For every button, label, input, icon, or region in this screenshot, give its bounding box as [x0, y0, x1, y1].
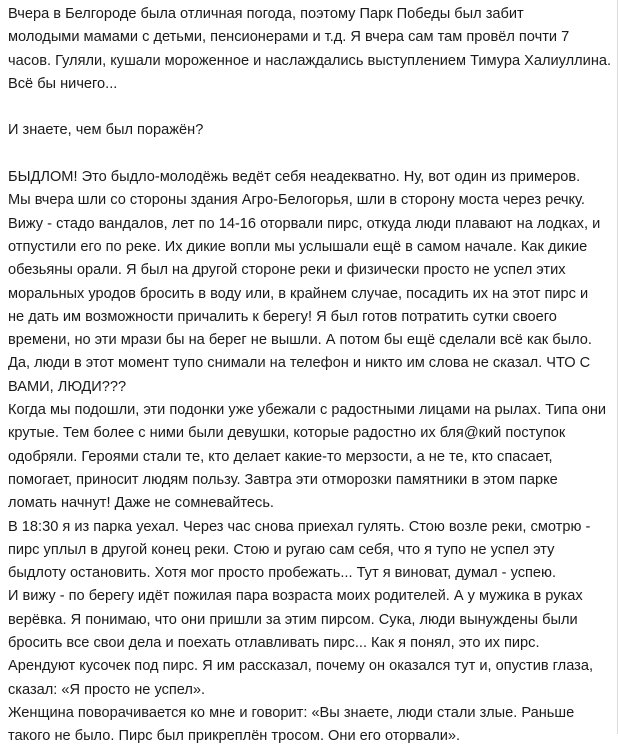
post-text-line: И знаете, чем был поражён?: [8, 122, 204, 139]
post-text-line: Вчера в Белгороде была отличная погода, поэтому Парк Победы был забит: [8, 6, 524, 22]
post-text-line: быдлоту остановить. Хотя мог просто пробежать... Тут я виноват, думал - успею.: [8, 565, 557, 582]
post-text-line: Мы вчера шли со стороны здания Агро-Белогорья, шли в сторону моста через речку.: [8, 192, 585, 209]
post-text-line: одобряли. Героями стали те, кто делает какие-то мерзости, а не те, кто спасает,: [8, 448, 553, 465]
post-text-line: И вижу - по берегу идёт пожилая пара возраста моих родителей. А у мужика в руках: [8, 588, 583, 605]
post-text-line: не дать им возможности причалить к берегу! Я был готов потратить сутки своего: [8, 308, 557, 325]
post-text-line: времени, но эти мрази бы на берег не вышли. А потом бы ещё сделали всё как было.: [8, 332, 592, 349]
post-text-line: пирс уплыл в другой конец реки. Стою и ругаю сам себя, что я тупо не успел эту: [8, 541, 555, 558]
post-text-line: бросить все свои дела и поехать отлавливать пирс... Как я понял, это их пирс.: [8, 635, 540, 652]
post-text-line: такого не было. Пирс был прикреплён тросом. Они его оторвали».: [8, 728, 461, 745]
post-text-line: верёвка. Я понимаю, что они пришли за этим пирсом. Сука, люди вынуждены были: [8, 611, 578, 628]
post-text-line: Вижу - стадо вандалов, лет по 14-16 оторвали пирс, откуда люди плавают на лодках, и: [8, 215, 601, 232]
post-text-line: Всё бы ничего...: [8, 75, 118, 92]
post-text-line: В 18:30 я из парка уехал. Через час снова приехал гулять. Стою возле реки, смотрю -: [8, 518, 591, 535]
post-text-line: Когда мы подошли, эти подонки уже убежали с радостными лицами на рылах. Типа они: [8, 402, 607, 419]
post-text-line: отпустили его по реке. Их дикие вопли мы услышали ещё в самом начале. Как дикие: [8, 238, 588, 255]
post-text-line: Женщина поворачивается ко мне и говорит: «Вы знаете, люди стали злые. Раньше: [8, 704, 575, 721]
post-body: [8, 3, 612, 749]
post-text-line: помогает, приносит людям пользу. Завтра эти отморозки памятники в этом парке: [8, 471, 558, 488]
post-text-line: БЫДЛОМ! Это быдло-молодёжь ведёт себя неадекватно. Ну, вот один из примеров.: [8, 169, 581, 186]
post-text-line: часов. Гуляли, кушали мороженное и наслаждались выступлением Тимура Халиуллина.: [8, 52, 612, 69]
post-text-line: сказал: «Я просто не успел».: [8, 681, 206, 698]
paragraph-gap: [8, 143, 612, 166]
post-text-line: обезьяны орали. Я был на другой стороне реки и физически просто не успел этих: [8, 262, 566, 279]
post-text-line: молодыми мамами с детьми, пенсионерами и т.д. Я вчера сам там провёл почти 7: [8, 29, 570, 46]
post-text-line: Арендуют кусочек под пирс. Я им рассказал, почему он оказался тут и, опустив глаза,: [8, 658, 594, 675]
post-text-line: моральных уродов бросить в воду или, в крайнем случае, посадить их на этот пирс и: [8, 285, 589, 302]
post-text-line: ломать начнут! Даже не сомневайтесь.: [8, 495, 274, 512]
post-text-line: Да, люди в этот момент тупо снимали на телефон и никто им слова не сказал. ЧТО С: [8, 355, 591, 372]
post-text-line: крутые. Тем более с ними были девушки, которые радостно их бля@кий поступок: [8, 425, 566, 442]
post-text-line: ВАМИ, ЛЮДИ???: [8, 378, 127, 395]
paragraph-gap: [8, 96, 612, 119]
